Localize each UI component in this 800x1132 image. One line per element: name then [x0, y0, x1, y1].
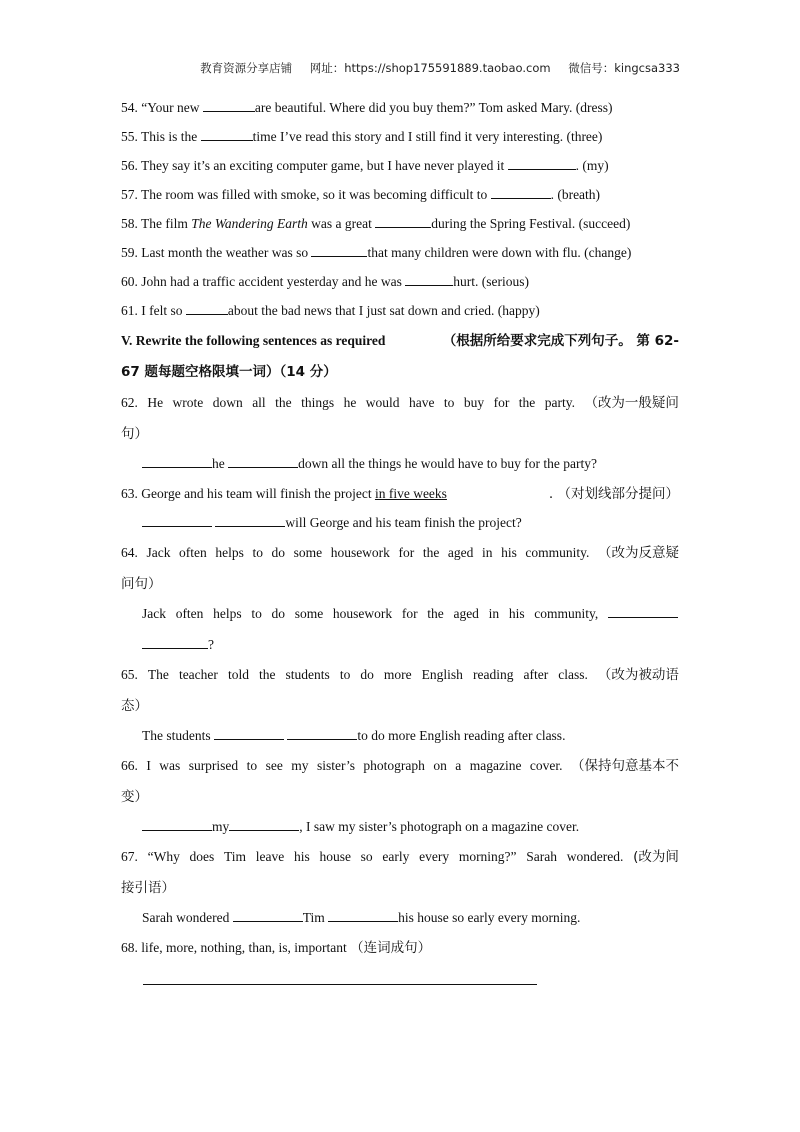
q66-word: on — [433, 758, 447, 773]
q64-word: some — [293, 545, 323, 560]
q64-answer-word: do — [271, 606, 286, 621]
q64-word: helps — [215, 545, 244, 560]
q64-answer-word: his — [508, 606, 525, 621]
q66-word: surprised — [188, 758, 239, 773]
shop-url-group — [310, 61, 551, 75]
q62-blank-2[interactable] — [228, 455, 298, 468]
wechat-id: kingcsa333 — [614, 61, 680, 75]
question-62 — [121, 394, 679, 412]
q62-word: have — [408, 395, 435, 410]
q62-word: party. — [544, 395, 575, 410]
q63-underlined: in five weeks — [374, 486, 447, 501]
q58-text-b: was a great — [307, 216, 376, 231]
q64-answer-word: Jack — [142, 606, 166, 621]
q66-word: my — [291, 758, 309, 773]
q64-answer-word: aged — [453, 606, 479, 621]
q58-text-a: 58. The film — [121, 216, 192, 231]
q67-text-b: Tim — [302, 910, 329, 925]
q65-word: （改为被动语 — [597, 667, 679, 683]
q62-word: would — [365, 395, 400, 410]
q64-word: his — [501, 545, 517, 560]
q66-blank-2[interactable] — [229, 818, 299, 831]
url-label: 网址： — [309, 61, 345, 75]
section-heading-line2: 67 题每题空格限填一词）（14 分） — [121, 364, 337, 380]
question-63 — [121, 485, 679, 503]
q62-word: the — [275, 395, 292, 410]
q58-text-c: during the Spring Festival. (succeed) — [431, 216, 631, 231]
q60-blank[interactable] — [405, 273, 453, 286]
q55-text-b: time I’ve read this story and I still find it very interesting. (three) — [252, 129, 603, 144]
question-57 — [121, 186, 600, 204]
q62-word: he — [343, 395, 357, 410]
q61-text-a: 61. I felt so — [121, 303, 186, 318]
q67-word: wondered. — [566, 849, 624, 864]
q64-answer-word: to — [251, 606, 262, 621]
q66-instruction-end: 变） — [121, 789, 148, 805]
q67-word: so — [360, 849, 373, 864]
q59-text-a: 59. Last month the weather was so — [121, 245, 312, 260]
q62-instruction-end: 句） — [121, 426, 148, 442]
q64-word: often — [179, 545, 207, 560]
question-61 — [121, 302, 540, 320]
question-67 — [121, 848, 679, 866]
q67-instruction-end: 接引语） — [121, 880, 175, 896]
q64-answer-word: the — [427, 606, 444, 621]
section-heading-en: V. Rewrite the following sentences as required — [121, 333, 386, 348]
q64-instruction-end: 问句） — [121, 576, 162, 592]
q54-text-b: are beautiful. Where did you buy them?” Tom asked Mary. (dress) — [254, 100, 613, 115]
q68-instruction: （连词成句） — [350, 940, 432, 956]
q64-answer-word: in — [488, 606, 500, 621]
q62-word: buy — [463, 395, 485, 410]
q62-word: He — [147, 395, 164, 410]
q64-answer-word: some — [294, 606, 324, 621]
q67-word: does — [189, 849, 215, 864]
q66-blank-1[interactable] — [142, 818, 212, 831]
q62-word: down — [212, 395, 243, 410]
q64-word: the — [422, 545, 440, 560]
q67-word: (改为间 — [633, 849, 679, 865]
q64-word: to — [252, 545, 263, 560]
q55-blank[interactable] — [201, 128, 253, 141]
q63-instruction: . （对划线部分提问） — [548, 486, 679, 502]
q64-word: 64. — [121, 545, 138, 560]
q67-word: “Why — [147, 849, 180, 864]
q62-word: the — [518, 395, 536, 410]
question-64 — [121, 544, 679, 562]
q64-word: community. — [525, 545, 590, 560]
q55-text-a: 55. This is the — [121, 129, 201, 144]
q57-text-a: 57. The room was filled with smoke, so it was becoming difficult to — [121, 187, 491, 202]
q65-word: to — [339, 667, 351, 682]
section-heading — [121, 332, 679, 350]
page-header — [0, 60, 680, 76]
q56-text-a: 56. They say it’s an exciting computer game, but I have never played it — [121, 158, 508, 173]
q54-blank[interactable] — [203, 99, 255, 112]
wechat-label: 微信号： — [568, 61, 615, 75]
q66-answer — [142, 818, 579, 836]
q67-text-a: Sarah wondered — [142, 910, 233, 925]
q67-word: Sarah — [526, 849, 558, 864]
q66-text-b: my — [212, 819, 230, 834]
q65-word: do — [360, 667, 374, 682]
q62-text-b: he — [212, 456, 229, 471]
q65-word: English — [421, 667, 463, 682]
q63-blank-2[interactable] — [215, 514, 285, 527]
q67-word: leave — [255, 849, 285, 864]
q65-word: teacher — [178, 667, 218, 682]
q64-end: ? — [208, 637, 214, 652]
q65-word: after — [523, 667, 549, 682]
question-54 — [121, 99, 612, 117]
q58-blank[interactable] — [375, 215, 431, 228]
q67-word: early — [382, 849, 410, 864]
q65-blank-2[interactable] — [287, 727, 357, 740]
q59-blank[interactable] — [311, 244, 367, 257]
section-heading-cn: （根据所给要求完成下列句子。 第 62- — [442, 333, 679, 349]
q64-answer-line2 — [142, 636, 214, 654]
q57-text-b: . (breath) — [550, 187, 601, 202]
q64-answer-word: for — [401, 606, 418, 621]
q67-word: house — [319, 849, 351, 864]
q62-word: for — [493, 395, 510, 410]
q68-answer-line[interactable] — [143, 984, 537, 985]
q65-word: the — [258, 667, 276, 682]
q62-text-c: down all the things he would have to buy for the party? — [298, 456, 597, 471]
q63-answer — [142, 514, 522, 532]
q65-blank-1[interactable] — [214, 727, 284, 740]
q65-word: told — [227, 667, 249, 682]
q68-words: 68. life, more, nothing, than, is, important — [121, 940, 347, 955]
q67-word: Tim — [224, 849, 247, 864]
q66-word: a — [455, 758, 462, 773]
question-60 — [121, 273, 529, 291]
question-55 — [121, 128, 602, 146]
q64-word: housework — [330, 545, 390, 560]
q66-word: I — [146, 758, 151, 773]
q60-text-b: hurt. (serious) — [453, 274, 529, 289]
q63-text-a: 63. George and his team will finish the project — [121, 486, 375, 501]
question-68 — [121, 939, 431, 957]
q64-blank-1[interactable] — [608, 605, 678, 618]
q64-answer-word: housework — [332, 606, 393, 621]
wechat-group — [568, 61, 680, 75]
q67-blank-1[interactable] — [233, 909, 303, 922]
q62-word: things — [301, 395, 335, 410]
q66-word: （保持句意基本不 — [570, 758, 679, 774]
q65-word: The — [147, 667, 169, 682]
q67-text-c: his house so early every morning. — [398, 910, 581, 925]
q65-text-a: The students — [142, 728, 214, 743]
q66-word: photograph — [363, 758, 425, 773]
question-56 — [121, 157, 609, 175]
q56-text-b: . (my) — [575, 158, 609, 173]
q67-word: morning?” — [458, 849, 517, 864]
q62-blank-1[interactable] — [142, 455, 212, 468]
q65-text-b: to do more English reading after class. — [357, 728, 566, 743]
q65-answer — [142, 727, 565, 745]
q61-text-b: about the bad news that I just sat down and cried. (happy) — [227, 303, 540, 318]
q62-word: to — [443, 395, 455, 410]
q60-text-a: 60. John had a traffic accident yesterday and he was — [121, 274, 406, 289]
q66-word: magazine — [469, 758, 522, 773]
question-58 — [121, 215, 630, 233]
q67-word: every — [419, 849, 450, 864]
q66-word: 66. — [121, 758, 138, 773]
q66-text-c: , I saw my sister’s photograph on a magazine cover. — [299, 819, 580, 834]
q64-answer-word: community, — [534, 606, 599, 621]
q66-word: see — [265, 758, 283, 773]
q65-instruction-end: 态） — [121, 698, 148, 714]
q64-word: aged — [447, 545, 474, 560]
q67-blank-2[interactable] — [328, 909, 398, 922]
q65-word: reading — [472, 667, 514, 682]
q61-blank[interactable] — [186, 302, 228, 315]
q67-answer — [142, 909, 580, 927]
question-59 — [121, 244, 631, 262]
q64-word: for — [398, 545, 415, 560]
q64-word: in — [481, 545, 493, 560]
q58-film-title: The Wandering Earth — [191, 216, 308, 231]
q62-word: all — [252, 395, 266, 410]
q64-answer-word: often — [175, 606, 204, 621]
q66-word: cover. — [529, 758, 563, 773]
question-66 — [121, 757, 679, 775]
q57-blank[interactable] — [491, 186, 551, 199]
q63-blank-1[interactable] — [142, 514, 212, 527]
q62-word: （改为一般疑问 — [584, 395, 679, 411]
q65-word: class. — [558, 667, 588, 682]
q65-word: more — [383, 667, 412, 682]
q64-word: do — [271, 545, 286, 560]
shop-url-link[interactable]: https://shop175591889.taobao.com — [344, 61, 551, 75]
q64-answer — [142, 605, 678, 623]
q62-word: wrote — [172, 395, 204, 410]
q64-word: （改为反意疑 — [598, 545, 679, 561]
q64-word: Jack — [146, 545, 171, 560]
q65-word: 65. — [121, 667, 138, 682]
q59-text-b: that many children were down with flu. (change) — [367, 245, 632, 260]
q65-word: students — [285, 667, 330, 682]
q63-text: will George and his team finish the project? — [285, 515, 522, 530]
q62-word: 62. — [121, 395, 138, 410]
q62-answer — [142, 455, 597, 473]
q56-blank[interactable] — [508, 157, 576, 170]
q67-word: 67. — [121, 849, 138, 864]
q67-word: his — [293, 849, 310, 864]
shop-name: 教育资源分享店铺 — [200, 61, 293, 75]
q64-answer-word: helps — [213, 606, 242, 621]
q66-word: sister’s — [316, 758, 355, 773]
q66-word: was — [159, 758, 181, 773]
q64-blank-2[interactable] — [142, 636, 208, 649]
q66-word: to — [246, 758, 258, 773]
question-65 — [121, 666, 679, 684]
q54-text-a: 54. “Your new — [121, 100, 203, 115]
